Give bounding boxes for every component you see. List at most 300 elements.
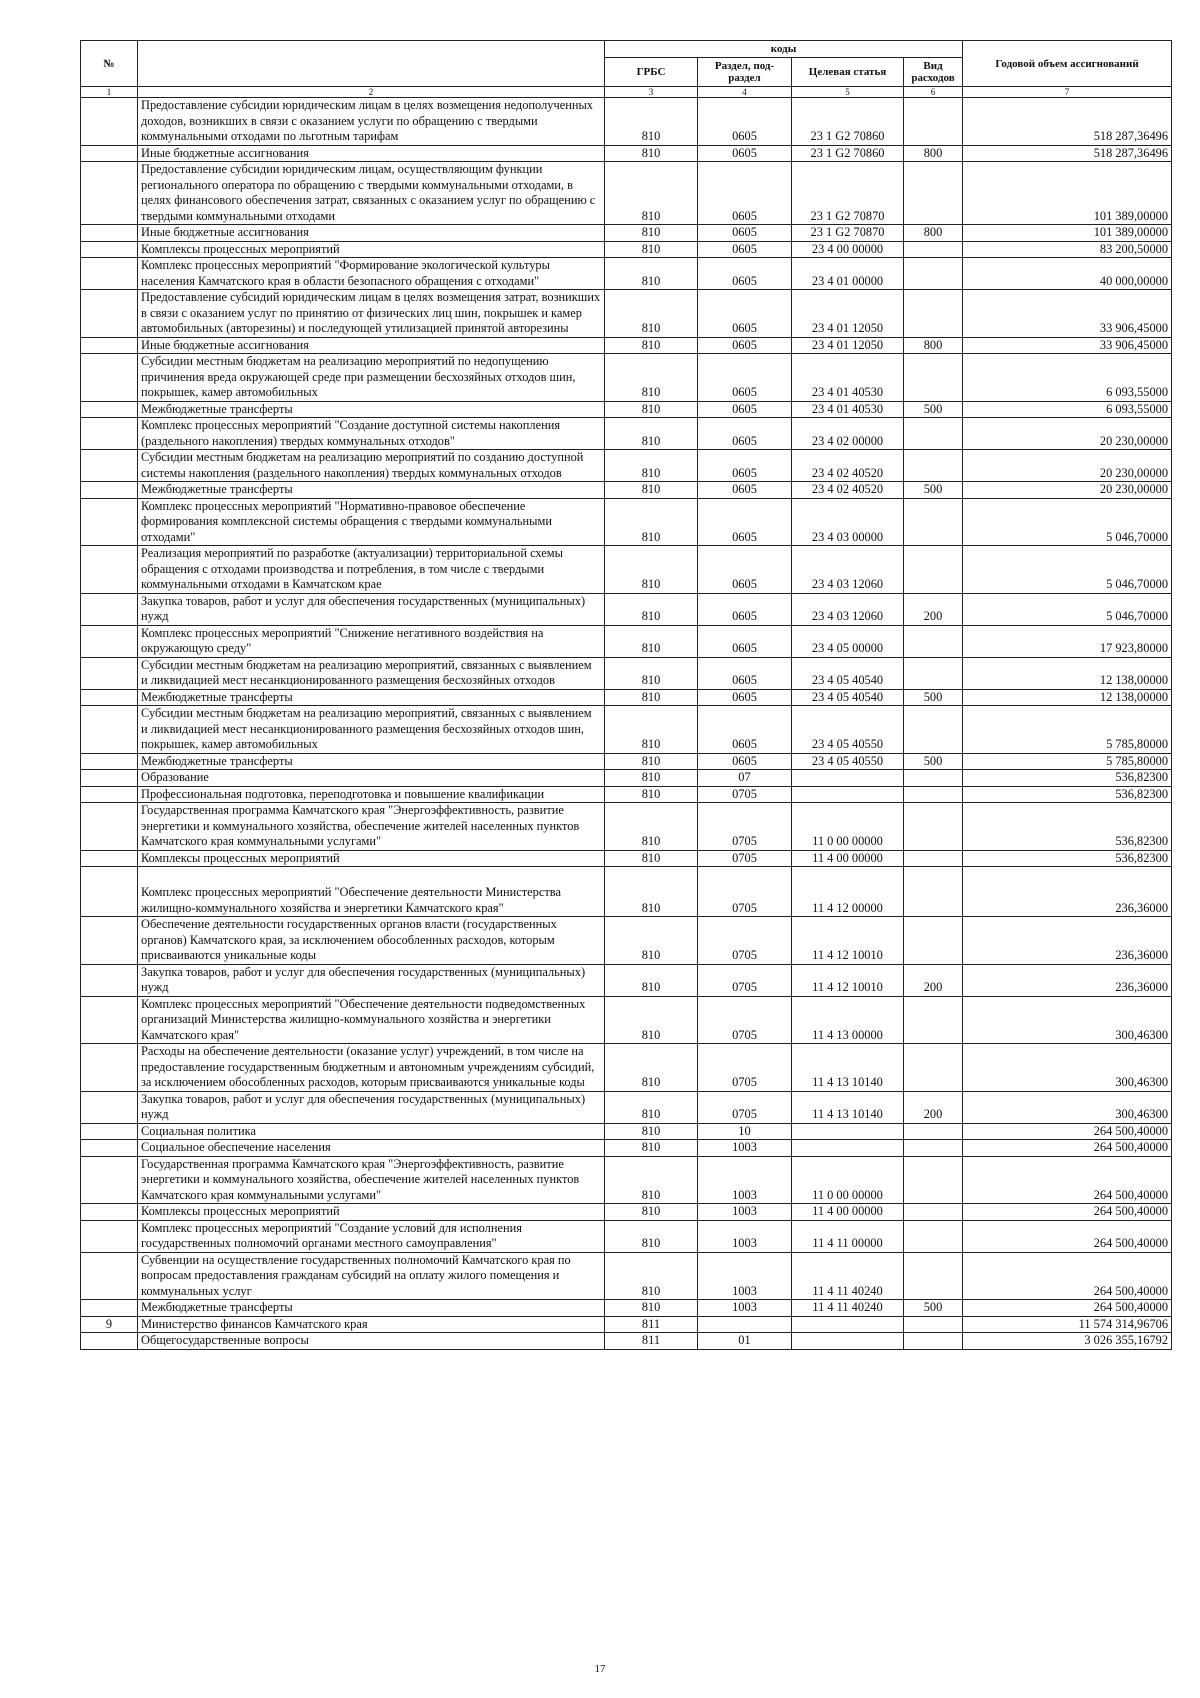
row-name: Комплекс процессных мероприятий "Нормативно-правовое обеспечение формирования комплексной системы обращения с твердыми коммунальными отходами" bbox=[138, 498, 605, 546]
row-target-article: 23 4 00 00000 bbox=[792, 241, 904, 258]
row-section: 0605 bbox=[698, 689, 792, 706]
row-number bbox=[81, 290, 138, 338]
row-name: Межбюджетные трансферты bbox=[138, 1300, 605, 1317]
row-expense-type bbox=[904, 258, 963, 290]
row-target-article: 11 4 12 10010 bbox=[792, 964, 904, 996]
row-section: 1003 bbox=[698, 1300, 792, 1317]
row-target-article: 23 1 G2 70870 bbox=[792, 225, 904, 242]
row-section: 01 bbox=[698, 1333, 792, 1350]
row-section: 1003 bbox=[698, 1220, 792, 1252]
row-name: Субсидии местным бюджетам на реализацию мероприятий, связанных с выявлением и ликвидацией мест несанкционированного размещения бесхозяйных отходов шин, покрышек, камер автомобильных bbox=[138, 706, 605, 754]
row-number bbox=[81, 917, 138, 965]
table-row bbox=[81, 145, 1172, 162]
row-amount: 518 287,36496 bbox=[963, 145, 1172, 162]
row-number bbox=[81, 593, 138, 625]
table-row bbox=[81, 1252, 1172, 1300]
row-section: 0605 bbox=[698, 241, 792, 258]
row-grbs: 810 bbox=[605, 917, 698, 965]
row-target-article: 23 4 05 40540 bbox=[792, 689, 904, 706]
row-name: Закупка товаров, работ и услуг для обеспечения государственных (муниципальных) нужд bbox=[138, 593, 605, 625]
row-target-article: 23 1 G2 70870 bbox=[792, 162, 904, 225]
row-expense-type bbox=[904, 1204, 963, 1221]
row-expense-type bbox=[904, 418, 963, 450]
row-amount: 300,46300 bbox=[963, 996, 1172, 1044]
table-row bbox=[81, 593, 1172, 625]
row-target-article bbox=[792, 1123, 904, 1140]
row-grbs: 810 bbox=[605, 1220, 698, 1252]
table-row bbox=[81, 1300, 1172, 1317]
col-num: 2 bbox=[138, 87, 605, 98]
row-section: 0605 bbox=[698, 546, 792, 594]
table-row bbox=[81, 225, 1172, 242]
row-number bbox=[81, 546, 138, 594]
row-expense-type: 200 bbox=[904, 1091, 963, 1123]
row-section: 0605 bbox=[698, 145, 792, 162]
row-expense-type bbox=[904, 625, 963, 657]
col-num: 1 bbox=[81, 87, 138, 98]
row-section bbox=[698, 1316, 792, 1333]
row-target-article: 23 1 G2 70860 bbox=[792, 98, 904, 146]
row-grbs: 810 bbox=[605, 625, 698, 657]
table-row bbox=[81, 706, 1172, 754]
row-target-article: 11 4 12 10010 bbox=[792, 917, 904, 965]
table-row bbox=[81, 401, 1172, 418]
row-target-article: 23 4 02 00000 bbox=[792, 418, 904, 450]
row-amount: 264 500,40000 bbox=[963, 1300, 1172, 1317]
table-row bbox=[81, 1044, 1172, 1092]
row-expense-type bbox=[904, 770, 963, 787]
row-section: 0705 bbox=[698, 964, 792, 996]
row-expense-type bbox=[904, 917, 963, 965]
row-amount: 20 230,00000 bbox=[963, 482, 1172, 499]
row-target-article bbox=[792, 770, 904, 787]
row-amount: 536,82300 bbox=[963, 770, 1172, 787]
row-grbs: 810 bbox=[605, 770, 698, 787]
row-amount: 5 785,80000 bbox=[963, 706, 1172, 754]
row-amount: 300,46300 bbox=[963, 1091, 1172, 1123]
row-section: 07 bbox=[698, 770, 792, 787]
row-name: Межбюджетные трансферты bbox=[138, 753, 605, 770]
header-grbs: ГРБС bbox=[605, 58, 698, 87]
row-expense-type: 800 bbox=[904, 225, 963, 242]
row-name: Расходы на обеспечение деятельности (оказание услуг) учреждений, в том числе на предоставление государственным бюджетным и автономным учреждениям субсидий, за исключением обособленных расходов, которым присваиваются уникальные коды bbox=[138, 1044, 605, 1092]
row-amount: 5 046,70000 bbox=[963, 498, 1172, 546]
header-name bbox=[138, 41, 605, 87]
row-number bbox=[81, 162, 138, 225]
row-grbs: 810 bbox=[605, 1123, 698, 1140]
row-section: 0605 bbox=[698, 593, 792, 625]
row-target-article: 23 4 05 40550 bbox=[792, 753, 904, 770]
row-grbs: 810 bbox=[605, 1140, 698, 1157]
row-section: 0605 bbox=[698, 258, 792, 290]
row-section: 0605 bbox=[698, 418, 792, 450]
row-grbs: 810 bbox=[605, 401, 698, 418]
row-name: Межбюджетные трансферты bbox=[138, 401, 605, 418]
row-section: 0605 bbox=[698, 401, 792, 418]
row-section: 0605 bbox=[698, 225, 792, 242]
row-name: Иные бюджетные ассигнования bbox=[138, 225, 605, 242]
row-grbs: 810 bbox=[605, 867, 698, 917]
row-expense-type bbox=[904, 1140, 963, 1157]
row-expense-type bbox=[904, 706, 963, 754]
table-row bbox=[81, 803, 1172, 851]
row-amount: 518 287,36496 bbox=[963, 98, 1172, 146]
row-target-article: 11 4 11 00000 bbox=[792, 1220, 904, 1252]
row-amount: 6 093,55000 bbox=[963, 354, 1172, 402]
table-row bbox=[81, 418, 1172, 450]
table-row bbox=[81, 290, 1172, 338]
table-row bbox=[81, 546, 1172, 594]
row-target-article: 11 4 00 00000 bbox=[792, 850, 904, 867]
row-expense-type: 500 bbox=[904, 482, 963, 499]
row-name: Субсидии местным бюджетам на реализацию мероприятий по недопущению причинения вреда окружающей среде при размещении бесхозяйных отходов шин, покрышек, камер автомобильных bbox=[138, 354, 605, 402]
row-expense-type bbox=[904, 498, 963, 546]
row-section: 0605 bbox=[698, 354, 792, 402]
row-expense-type bbox=[904, 996, 963, 1044]
table-row bbox=[81, 917, 1172, 965]
row-target-article: 11 4 13 00000 bbox=[792, 996, 904, 1044]
row-grbs: 810 bbox=[605, 1300, 698, 1317]
row-amount: 264 500,40000 bbox=[963, 1252, 1172, 1300]
row-expense-type bbox=[904, 1156, 963, 1204]
table-row bbox=[81, 162, 1172, 225]
row-grbs: 810 bbox=[605, 241, 698, 258]
row-name: Комплекс процессных мероприятий "Создание условий для исполнения государственных полномочий органами местного самоуправления" bbox=[138, 1220, 605, 1252]
row-target-article bbox=[792, 1140, 904, 1157]
row-amount: 236,36000 bbox=[963, 917, 1172, 965]
col-num: 3 bbox=[605, 87, 698, 98]
row-expense-type bbox=[904, 1123, 963, 1140]
row-amount: 33 906,45000 bbox=[963, 290, 1172, 338]
table-row bbox=[81, 1140, 1172, 1157]
table-row bbox=[81, 450, 1172, 482]
table-row bbox=[81, 964, 1172, 996]
row-name: Закупка товаров, работ и услуг для обеспечения государственных (муниципальных) нужд bbox=[138, 1091, 605, 1123]
row-grbs: 810 bbox=[605, 546, 698, 594]
row-grbs: 810 bbox=[605, 225, 698, 242]
row-number bbox=[81, 786, 138, 803]
header-section: Раздел, под-раздел bbox=[698, 58, 792, 87]
row-amount: 264 500,40000 bbox=[963, 1220, 1172, 1252]
row-grbs: 810 bbox=[605, 337, 698, 354]
row-expense-type: 800 bbox=[904, 337, 963, 354]
row-amount: 264 500,40000 bbox=[963, 1140, 1172, 1157]
row-name: Комплексы процессных мероприятий bbox=[138, 1204, 605, 1221]
row-target-article: 23 4 02 40520 bbox=[792, 482, 904, 499]
row-expense-type bbox=[904, 290, 963, 338]
row-grbs: 810 bbox=[605, 418, 698, 450]
row-section: 0605 bbox=[698, 753, 792, 770]
row-section: 1003 bbox=[698, 1140, 792, 1157]
table-row bbox=[81, 786, 1172, 803]
row-name: Предоставление субсидий юридическим лицам в целях возмещения затрат, возникших в связи с оказанием услуг по принятию от физических лиц шин, покрышек и камер автомобильных (авторезины) и последующей утилизацией принятой авторезины bbox=[138, 290, 605, 338]
row-number bbox=[81, 498, 138, 546]
row-expense-type bbox=[904, 1044, 963, 1092]
row-number bbox=[81, 770, 138, 787]
row-section: 0605 bbox=[698, 290, 792, 338]
row-target-article: 11 4 13 10140 bbox=[792, 1044, 904, 1092]
row-name: Межбюджетные трансферты bbox=[138, 689, 605, 706]
row-amount: 101 389,00000 bbox=[963, 162, 1172, 225]
row-name: Комплекс процессных мероприятий "Обеспечение деятельности подведомственных организаций Министерства жилищно-коммунального хозяйства и энергетики Камчатского края" bbox=[138, 996, 605, 1044]
row-amount: 264 500,40000 bbox=[963, 1123, 1172, 1140]
row-section: 1003 bbox=[698, 1252, 792, 1300]
row-target-article: 23 4 03 00000 bbox=[792, 498, 904, 546]
table-row bbox=[81, 241, 1172, 258]
table-row bbox=[81, 1156, 1172, 1204]
row-section: 0705 bbox=[698, 786, 792, 803]
table-row bbox=[81, 258, 1172, 290]
row-amount: 11 574 314,96706 bbox=[963, 1316, 1172, 1333]
row-number bbox=[81, 1140, 138, 1157]
row-name: Комплекс процессных мероприятий "Снижение негативного воздействия на окружающую среду" bbox=[138, 625, 605, 657]
row-name: Комплекс процессных мероприятий "Обеспечение деятельности Министерства жилищно-коммунального хозяйства и энергетики Камчатского края" bbox=[138, 867, 605, 917]
row-number bbox=[81, 98, 138, 146]
row-target-article: 11 4 11 40240 bbox=[792, 1300, 904, 1317]
table-row bbox=[81, 753, 1172, 770]
row-expense-type bbox=[904, 1333, 963, 1350]
row-name: Общегосударственные вопросы bbox=[138, 1333, 605, 1350]
row-grbs: 810 bbox=[605, 786, 698, 803]
row-section: 1003 bbox=[698, 1156, 792, 1204]
table-header bbox=[81, 41, 1172, 98]
row-name: Министерство финансов Камчатского края bbox=[138, 1316, 605, 1333]
header-number: № bbox=[81, 41, 138, 87]
row-expense-type bbox=[904, 241, 963, 258]
row-expense-type bbox=[904, 1316, 963, 1333]
row-target-article: 11 4 12 00000 bbox=[792, 867, 904, 917]
table-row bbox=[81, 850, 1172, 867]
row-amount: 40 000,00000 bbox=[963, 258, 1172, 290]
row-name: Комплексы процессных мероприятий bbox=[138, 241, 605, 258]
row-target-article: 23 4 05 00000 bbox=[792, 625, 904, 657]
row-grbs: 810 bbox=[605, 706, 698, 754]
row-section: 0605 bbox=[698, 482, 792, 499]
row-target-article bbox=[792, 786, 904, 803]
row-target-article: 23 4 03 12060 bbox=[792, 546, 904, 594]
row-section: 0605 bbox=[698, 337, 792, 354]
row-amount: 536,82300 bbox=[963, 786, 1172, 803]
col-num: 5 bbox=[792, 87, 904, 98]
row-target-article: 11 0 00 00000 bbox=[792, 803, 904, 851]
row-amount: 12 138,00000 bbox=[963, 689, 1172, 706]
row-name: Комплексы процессных мероприятий bbox=[138, 850, 605, 867]
row-target-article: 23 4 01 12050 bbox=[792, 337, 904, 354]
row-expense-type bbox=[904, 657, 963, 689]
row-grbs: 810 bbox=[605, 1204, 698, 1221]
row-grbs: 810 bbox=[605, 145, 698, 162]
row-target-article bbox=[792, 1333, 904, 1350]
row-grbs: 810 bbox=[605, 803, 698, 851]
row-number bbox=[81, 1333, 138, 1350]
col-num: 6 bbox=[904, 87, 963, 98]
row-number bbox=[81, 996, 138, 1044]
row-expense-type bbox=[904, 786, 963, 803]
row-amount: 5 046,70000 bbox=[963, 593, 1172, 625]
row-name: Обеспечение деятельности государственных органов власти (государственных органов) Камчатского края, за исключением обособленных расходов, которым присваиваются уникальные коды bbox=[138, 917, 605, 965]
row-number bbox=[81, 145, 138, 162]
table-row bbox=[81, 625, 1172, 657]
row-number bbox=[81, 803, 138, 851]
row-amount: 536,82300 bbox=[963, 850, 1172, 867]
row-target-article: 23 1 G2 70860 bbox=[792, 145, 904, 162]
row-expense-type bbox=[904, 867, 963, 917]
row-number bbox=[81, 706, 138, 754]
row-section: 0705 bbox=[698, 917, 792, 965]
row-grbs: 810 bbox=[605, 1252, 698, 1300]
row-amount: 264 500,40000 bbox=[963, 1204, 1172, 1221]
table-row bbox=[81, 354, 1172, 402]
row-amount: 83 200,50000 bbox=[963, 241, 1172, 258]
row-target-article: 23 4 01 40530 bbox=[792, 401, 904, 418]
table-row bbox=[81, 98, 1172, 146]
row-number bbox=[81, 1204, 138, 1221]
row-grbs: 810 bbox=[605, 450, 698, 482]
row-expense-type: 500 bbox=[904, 753, 963, 770]
row-number bbox=[81, 753, 138, 770]
row-grbs: 811 bbox=[605, 1316, 698, 1333]
row-grbs: 810 bbox=[605, 753, 698, 770]
row-section: 0605 bbox=[698, 657, 792, 689]
row-grbs: 810 bbox=[605, 1044, 698, 1092]
row-target-article bbox=[792, 1316, 904, 1333]
row-name: Государственная программа Камчатского края "Энергоэффективность, развитие энергетики и коммунального хозяйства, обеспечение жителей населенных пунктов Камчатского края коммунальными услугами" bbox=[138, 803, 605, 851]
row-grbs: 810 bbox=[605, 1156, 698, 1204]
row-section: 0605 bbox=[698, 498, 792, 546]
table-body bbox=[81, 98, 1172, 1350]
row-amount: 236,36000 bbox=[963, 964, 1172, 996]
row-amount: 20 230,00000 bbox=[963, 418, 1172, 450]
row-number: 9 bbox=[81, 1316, 138, 1333]
col-num: 7 bbox=[963, 87, 1172, 98]
row-number bbox=[81, 482, 138, 499]
row-name: Государственная программа Камчатского края "Энергоэффективность, развитие энергетики и коммунального хозяйства, обеспечение жителей населенных пунктов Камчатского края коммунальными услугами" bbox=[138, 1156, 605, 1204]
row-number bbox=[81, 1156, 138, 1204]
row-name: Социальное обеспечение населения bbox=[138, 1140, 605, 1157]
row-target-article: 23 4 03 12060 bbox=[792, 593, 904, 625]
row-name: Предоставление субсидии юридическим лицам в целях возмещения недополученных доходов, возникших в связи с оказанием услуги по обращению с твердыми коммунальными отходами по льготным тарифам bbox=[138, 98, 605, 146]
table-row bbox=[81, 1333, 1172, 1350]
row-expense-type bbox=[904, 162, 963, 225]
row-expense-type: 500 bbox=[904, 689, 963, 706]
row-expense-type: 200 bbox=[904, 593, 963, 625]
row-section: 0705 bbox=[698, 1091, 792, 1123]
row-number bbox=[81, 657, 138, 689]
row-grbs: 810 bbox=[605, 290, 698, 338]
row-number bbox=[81, 225, 138, 242]
row-expense-type bbox=[904, 850, 963, 867]
table-row bbox=[81, 1204, 1172, 1221]
row-section: 0705 bbox=[698, 1044, 792, 1092]
row-amount: 236,36000 bbox=[963, 867, 1172, 917]
row-amount: 12 138,00000 bbox=[963, 657, 1172, 689]
page-number: 17 bbox=[594, 1663, 606, 1675]
table-row bbox=[81, 657, 1172, 689]
row-grbs: 810 bbox=[605, 482, 698, 499]
row-amount: 33 906,45000 bbox=[963, 337, 1172, 354]
row-target-article: 11 4 00 00000 bbox=[792, 1204, 904, 1221]
row-number bbox=[81, 450, 138, 482]
row-number bbox=[81, 1044, 138, 1092]
row-name: Иные бюджетные ассигнования bbox=[138, 337, 605, 354]
row-grbs: 810 bbox=[605, 258, 698, 290]
row-target-article: 23 4 01 12050 bbox=[792, 290, 904, 338]
row-expense-type bbox=[904, 98, 963, 146]
row-expense-type bbox=[904, 546, 963, 594]
row-name: Профессиональная подготовка, переподготовка и повышение квалификации bbox=[138, 786, 605, 803]
row-name: Субвенции на осуществление государственных полномочий Камчатского края по вопросам предоставления гражданам субсидий на оплату жилого помещения и коммунальных услуг bbox=[138, 1252, 605, 1300]
row-target-article: 11 4 11 40240 bbox=[792, 1252, 904, 1300]
row-expense-type: 500 bbox=[904, 401, 963, 418]
row-number bbox=[81, 1091, 138, 1123]
row-expense-type: 500 bbox=[904, 1300, 963, 1317]
row-grbs: 810 bbox=[605, 996, 698, 1044]
row-section: 0705 bbox=[698, 850, 792, 867]
row-number bbox=[81, 1123, 138, 1140]
table-row bbox=[81, 1123, 1172, 1140]
row-number bbox=[81, 850, 138, 867]
col-num: 4 bbox=[698, 87, 792, 98]
row-amount: 5 785,80000 bbox=[963, 753, 1172, 770]
row-amount: 20 230,00000 bbox=[963, 450, 1172, 482]
table-row bbox=[81, 1220, 1172, 1252]
header-expense-type: Вид расходов bbox=[904, 58, 963, 87]
row-name: Комплекс процессных мероприятий "Создание доступной системы накопления (раздельного накопления) твердых коммунальных отходов" bbox=[138, 418, 605, 450]
row-expense-type bbox=[904, 803, 963, 851]
row-amount: 6 093,55000 bbox=[963, 401, 1172, 418]
row-expense-type bbox=[904, 450, 963, 482]
row-name: Образование bbox=[138, 770, 605, 787]
row-grbs: 810 bbox=[605, 498, 698, 546]
row-number bbox=[81, 241, 138, 258]
header-annual: Годовой объем ассигнований bbox=[963, 41, 1172, 87]
row-grbs: 810 bbox=[605, 98, 698, 146]
row-name: Иные бюджетные ассигнования bbox=[138, 145, 605, 162]
row-grbs: 810 bbox=[605, 689, 698, 706]
row-amount: 300,46300 bbox=[963, 1044, 1172, 1092]
row-number bbox=[81, 1252, 138, 1300]
row-number bbox=[81, 867, 138, 917]
row-section: 0705 bbox=[698, 867, 792, 917]
row-amount: 3 026 355,16792 bbox=[963, 1333, 1172, 1350]
row-target-article: 23 4 05 40540 bbox=[792, 657, 904, 689]
row-target-article: 23 4 01 00000 bbox=[792, 258, 904, 290]
header-codes: коды bbox=[605, 41, 963, 58]
row-section: 0705 bbox=[698, 803, 792, 851]
table-row bbox=[81, 498, 1172, 546]
row-expense-type bbox=[904, 1252, 963, 1300]
row-section: 1003 bbox=[698, 1204, 792, 1221]
header-target: Целевая статья bbox=[792, 58, 904, 87]
table-row bbox=[81, 996, 1172, 1044]
row-name: Комплекс процессных мероприятий "Формирование экологической культуры населения Камчатского края в области безопасного обращения с отходами" bbox=[138, 258, 605, 290]
row-expense-type: 200 bbox=[904, 964, 963, 996]
row-name: Закупка товаров, работ и услуг для обеспечения государственных (муниципальных) нужд bbox=[138, 964, 605, 996]
row-name: Субсидии местным бюджетам на реализацию мероприятий, связанных с выявлением и ликвидацией мест несанкционированного размещения бесхозяйных отходов bbox=[138, 657, 605, 689]
row-section: 0705 bbox=[698, 996, 792, 1044]
row-section: 0605 bbox=[698, 450, 792, 482]
row-number bbox=[81, 337, 138, 354]
row-name: Предоставление субсидии юридическим лицам, осуществляющим функции регионального оператора по обращению с твердыми коммунальными отходами, в целях финансового обеспечения затрат, связанных с оказанием услуг по обращению с твердыми коммунальными отходами bbox=[138, 162, 605, 225]
row-grbs: 810 bbox=[605, 964, 698, 996]
row-number bbox=[81, 354, 138, 402]
row-target-article: 11 4 13 10140 bbox=[792, 1091, 904, 1123]
row-target-article: 23 4 05 40550 bbox=[792, 706, 904, 754]
row-number bbox=[81, 1220, 138, 1252]
table-row bbox=[81, 482, 1172, 499]
row-target-article: 23 4 01 40530 bbox=[792, 354, 904, 402]
row-name: Межбюджетные трансферты bbox=[138, 482, 605, 499]
